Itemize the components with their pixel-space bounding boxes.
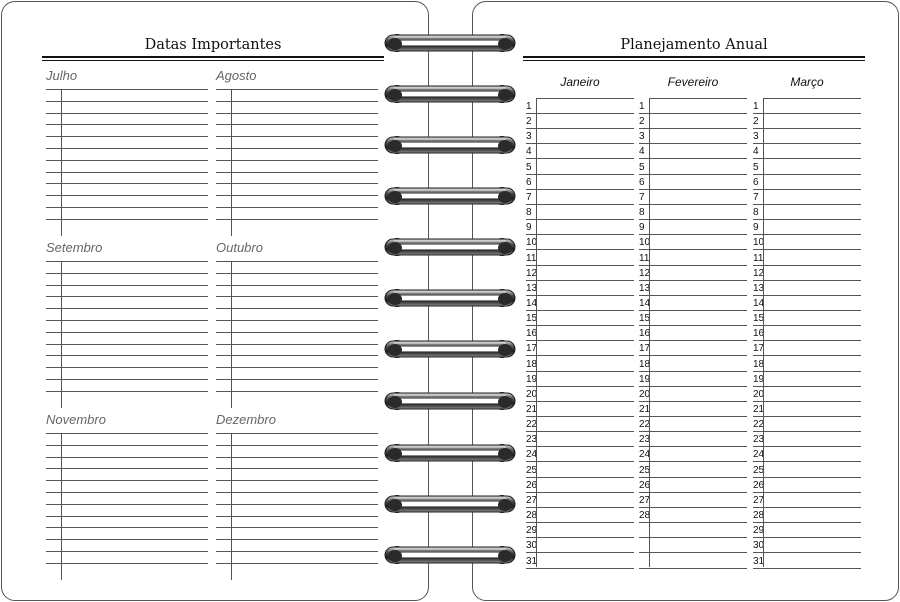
margin-line <box>61 434 62 580</box>
day-line <box>753 325 861 326</box>
day-number: 29 <box>526 525 538 537</box>
day-number: 19 <box>753 373 765 385</box>
note-line <box>216 195 378 196</box>
day-line <box>753 477 861 478</box>
day-line <box>526 416 634 417</box>
day-line <box>526 568 634 569</box>
note-line <box>216 433 378 434</box>
day-line <box>753 249 861 250</box>
important-dates-title: Datas Importantes <box>144 37 282 53</box>
day-number: 25 <box>639 464 651 476</box>
note-line <box>216 457 378 458</box>
day-line <box>639 522 747 523</box>
day-number: 26 <box>526 479 538 491</box>
note-line <box>216 124 378 125</box>
day-number: 9 <box>753 222 759 234</box>
margin-line <box>231 262 232 408</box>
note-line <box>46 124 208 125</box>
day-line <box>753 340 861 341</box>
day-number: 24 <box>639 449 651 461</box>
day-line <box>526 477 634 478</box>
day-line <box>639 310 747 311</box>
day-line <box>639 371 747 372</box>
day-number: 22 <box>753 419 765 431</box>
note-line <box>46 332 208 333</box>
day-line <box>526 507 634 508</box>
day-number: 13 <box>526 282 538 294</box>
day-number: 22 <box>639 419 651 431</box>
day-number: 31 <box>753 555 765 567</box>
note-line <box>46 172 208 173</box>
month-block-label: Julho <box>46 68 78 83</box>
month-block-label: Setembro <box>46 240 103 255</box>
note-line <box>46 101 208 102</box>
column-top-line <box>649 98 747 99</box>
day-line <box>526 234 634 235</box>
note-line <box>46 195 208 196</box>
day-number: 26 <box>753 479 765 491</box>
day-number: 5 <box>753 161 759 173</box>
day-number: 2 <box>639 116 645 128</box>
note-line <box>216 172 378 173</box>
day-number: 16 <box>753 328 765 340</box>
day-line <box>526 522 634 523</box>
day-number: 11 <box>639 252 650 264</box>
day-number: 10 <box>639 237 651 249</box>
day-line <box>526 204 634 205</box>
day-number: 1 <box>639 101 645 112</box>
note-line <box>216 379 378 380</box>
day-line <box>639 265 747 266</box>
day-number: 2 <box>526 116 532 128</box>
day-line <box>639 568 747 569</box>
day-number: 3 <box>639 131 645 143</box>
day-number: 23 <box>639 434 651 446</box>
note-line <box>46 391 208 392</box>
note-line <box>46 480 208 481</box>
note-line <box>46 219 208 220</box>
day-number: 5 <box>639 161 645 173</box>
day-line <box>753 431 861 432</box>
column-top-line <box>763 98 861 99</box>
day-line <box>526 174 634 175</box>
month-column-header: Janeiro <box>560 75 600 89</box>
day-line <box>753 507 861 508</box>
note-line <box>216 355 378 356</box>
day-number: 11 <box>753 252 764 264</box>
day-number: 7 <box>639 191 645 203</box>
day-number: 30 <box>526 540 538 552</box>
note-line <box>46 296 208 297</box>
day-number: 16 <box>639 328 651 340</box>
day-number: 27 <box>639 494 651 506</box>
day-number: 8 <box>526 207 532 219</box>
day-line <box>639 386 747 387</box>
day-line <box>639 507 747 508</box>
day-line <box>753 128 861 129</box>
month-block-label: Dezembro <box>216 412 276 427</box>
note-line <box>216 344 378 345</box>
day-number: 30 <box>753 540 765 552</box>
day-line <box>753 371 861 372</box>
day-number: 28 <box>753 510 765 522</box>
day-line <box>753 552 861 553</box>
day-number: 22 <box>526 419 538 431</box>
day-line <box>639 325 747 326</box>
note-line <box>46 551 208 552</box>
day-number: 21 <box>753 404 765 415</box>
day-line <box>753 189 861 190</box>
day-line <box>753 113 861 114</box>
day-number: 28 <box>639 510 651 522</box>
note-line <box>46 367 208 368</box>
day-number: 4 <box>753 146 759 158</box>
day-divider <box>536 98 537 568</box>
day-number: 15 <box>639 313 651 325</box>
day-number: 1 <box>526 101 532 112</box>
day-number: 6 <box>753 176 759 188</box>
day-number: 17 <box>639 343 651 355</box>
note-line <box>46 492 208 493</box>
note-line <box>216 367 378 368</box>
day-number: 4 <box>639 146 645 158</box>
day-number: 15 <box>753 313 765 325</box>
day-number: 7 <box>753 191 759 203</box>
day-line <box>753 355 861 356</box>
day-number: 20 <box>639 388 651 400</box>
day-number: 7 <box>526 191 532 203</box>
title-rule <box>523 56 865 61</box>
day-line <box>526 265 634 266</box>
note-line <box>216 332 378 333</box>
day-line <box>526 310 634 311</box>
day-number: 10 <box>753 237 765 249</box>
day-line <box>526 325 634 326</box>
note-line <box>216 160 378 161</box>
day-number: 3 <box>753 131 759 143</box>
day-line <box>526 431 634 432</box>
note-line <box>216 136 378 137</box>
margin-line <box>231 434 232 580</box>
day-line <box>639 431 747 432</box>
day-line <box>639 537 747 538</box>
day-number: 25 <box>753 464 765 476</box>
note-line <box>216 391 378 392</box>
day-line <box>639 446 747 447</box>
day-line <box>526 446 634 447</box>
day-number: 28 <box>526 510 538 522</box>
day-line <box>639 113 747 114</box>
day-number: 9 <box>639 222 645 234</box>
day-number: 21 <box>639 404 651 415</box>
day-line <box>753 174 861 175</box>
day-number: 15 <box>526 313 538 325</box>
note-line <box>46 457 208 458</box>
day-number: 21 <box>526 404 538 415</box>
day-line <box>639 477 747 478</box>
day-line <box>526 128 634 129</box>
day-number: 8 <box>639 207 645 219</box>
day-line <box>639 234 747 235</box>
day-line <box>639 219 747 220</box>
note-line <box>46 320 208 321</box>
day-line <box>753 204 861 205</box>
day-line <box>753 310 861 311</box>
note-line <box>46 516 208 517</box>
month-block-label: Outubro <box>216 240 263 255</box>
note-line <box>216 148 378 149</box>
day-number: 5 <box>526 161 532 173</box>
day-number: 14 <box>639 297 651 309</box>
note-line <box>216 113 378 114</box>
day-number: 19 <box>526 373 538 385</box>
note-line <box>46 468 208 469</box>
note-line <box>46 539 208 540</box>
note-line <box>46 445 208 446</box>
note-line <box>46 308 208 309</box>
note-line <box>46 355 208 356</box>
day-line <box>639 143 747 144</box>
note-line <box>46 207 208 208</box>
day-number: 20 <box>753 388 765 400</box>
day-number: 2 <box>753 116 759 128</box>
right-page <box>472 1 899 601</box>
day-line <box>753 522 861 523</box>
day-line <box>526 401 634 402</box>
day-number: 20 <box>526 388 538 400</box>
day-line <box>526 340 634 341</box>
note-line <box>46 148 208 149</box>
note-line <box>46 89 208 90</box>
day-line <box>639 158 747 159</box>
note-line <box>46 136 208 137</box>
note-line <box>46 273 208 274</box>
day-number: 10 <box>526 237 538 249</box>
day-line <box>639 416 747 417</box>
title-rule <box>42 56 384 61</box>
note-line <box>216 207 378 208</box>
day-line <box>526 280 634 281</box>
note-line <box>216 296 378 297</box>
day-number: 6 <box>639 176 645 188</box>
day-number: 24 <box>526 449 538 461</box>
note-line <box>46 563 208 564</box>
day-number: 25 <box>526 464 538 476</box>
note-line <box>46 504 208 505</box>
day-line <box>526 355 634 356</box>
day-line <box>526 249 634 250</box>
day-number: 8 <box>753 207 759 219</box>
day-number: 18 <box>526 358 538 370</box>
margin-line <box>61 262 62 408</box>
day-line <box>639 189 747 190</box>
note-line <box>216 285 378 286</box>
day-line <box>753 143 861 144</box>
note-line <box>216 480 378 481</box>
day-number: 18 <box>639 358 651 370</box>
day-number: 12 <box>526 267 538 279</box>
day-number: 14 <box>753 297 765 309</box>
day-line <box>639 249 747 250</box>
note-line <box>216 468 378 469</box>
day-number: 17 <box>526 343 538 355</box>
note-line <box>216 101 378 102</box>
day-number: 27 <box>753 494 765 506</box>
note-line <box>216 308 378 309</box>
day-number: 13 <box>639 282 651 294</box>
day-line <box>753 416 861 417</box>
day-number: 1 <box>753 101 759 112</box>
day-line <box>526 552 634 553</box>
day-line <box>639 355 747 356</box>
day-line <box>639 128 747 129</box>
margin-line <box>231 90 232 236</box>
day-line <box>753 401 861 402</box>
day-number: 9 <box>526 222 532 234</box>
month-block-label: Novembro <box>46 412 106 427</box>
day-line <box>753 446 861 447</box>
day-line <box>639 401 747 402</box>
day-line <box>639 204 747 205</box>
month-column-header: Fevereiro <box>667 75 719 89</box>
day-line <box>526 461 634 462</box>
day-number: 24 <box>753 449 765 461</box>
day-line <box>753 265 861 266</box>
day-number: 4 <box>526 146 532 158</box>
day-line <box>526 219 634 220</box>
day-line <box>526 537 634 538</box>
day-line <box>526 492 634 493</box>
month-block-label: Agosto <box>216 68 257 83</box>
left-page <box>1 1 429 601</box>
annual-planning-title: Planejamento Anual <box>620 37 768 53</box>
day-number: 17 <box>753 343 765 355</box>
day-line <box>526 189 634 190</box>
day-line <box>639 461 747 462</box>
day-number: 16 <box>526 328 538 340</box>
day-line <box>753 158 861 159</box>
day-number: 18 <box>753 358 765 370</box>
note-line <box>216 539 378 540</box>
day-number: 12 <box>753 267 765 279</box>
day-line <box>639 295 747 296</box>
note-line <box>216 183 378 184</box>
note-line <box>216 516 378 517</box>
note-line <box>46 113 208 114</box>
day-line <box>526 143 634 144</box>
day-number: 27 <box>526 494 538 506</box>
day-line <box>639 174 747 175</box>
day-number: 19 <box>639 373 651 385</box>
day-divider <box>763 98 764 568</box>
day-number: 29 <box>753 525 765 537</box>
day-number: 31 <box>526 555 538 567</box>
note-line <box>216 261 378 262</box>
note-line <box>216 320 378 321</box>
day-line <box>526 113 634 114</box>
note-line <box>46 160 208 161</box>
note-line <box>46 285 208 286</box>
day-line <box>753 568 861 569</box>
note-line <box>216 445 378 446</box>
day-number: 12 <box>639 267 651 279</box>
day-line <box>753 280 861 281</box>
note-line <box>216 89 378 90</box>
day-divider <box>649 98 650 568</box>
day-line <box>753 492 861 493</box>
day-line <box>526 386 634 387</box>
day-line <box>526 371 634 372</box>
day-line <box>526 295 634 296</box>
day-line <box>639 552 747 553</box>
day-line <box>753 219 861 220</box>
note-line <box>216 563 378 564</box>
note-line <box>216 551 378 552</box>
day-number: 11 <box>526 252 537 264</box>
margin-line <box>61 90 62 236</box>
note-line <box>46 527 208 528</box>
note-line <box>46 183 208 184</box>
note-line <box>46 344 208 345</box>
day-number: 3 <box>526 131 532 143</box>
note-line <box>216 527 378 528</box>
day-line <box>753 537 861 538</box>
day-number: 14 <box>526 297 538 309</box>
day-line <box>753 461 861 462</box>
note-line <box>216 492 378 493</box>
day-line <box>753 295 861 296</box>
day-line <box>753 386 861 387</box>
note-line <box>46 379 208 380</box>
day-number: 13 <box>753 282 765 294</box>
note-line <box>216 273 378 274</box>
day-number: 23 <box>526 434 538 446</box>
day-number: 6 <box>526 176 532 188</box>
day-line <box>753 234 861 235</box>
day-line <box>639 280 747 281</box>
day-number: 26 <box>639 479 651 491</box>
note-line <box>46 433 208 434</box>
note-line <box>216 504 378 505</box>
note-line <box>46 261 208 262</box>
note-line <box>216 219 378 220</box>
day-number: 23 <box>753 434 765 446</box>
day-line <box>639 340 747 341</box>
day-line <box>526 158 634 159</box>
month-column-header: Março <box>790 75 824 89</box>
day-line <box>639 492 747 493</box>
column-top-line <box>536 98 634 99</box>
